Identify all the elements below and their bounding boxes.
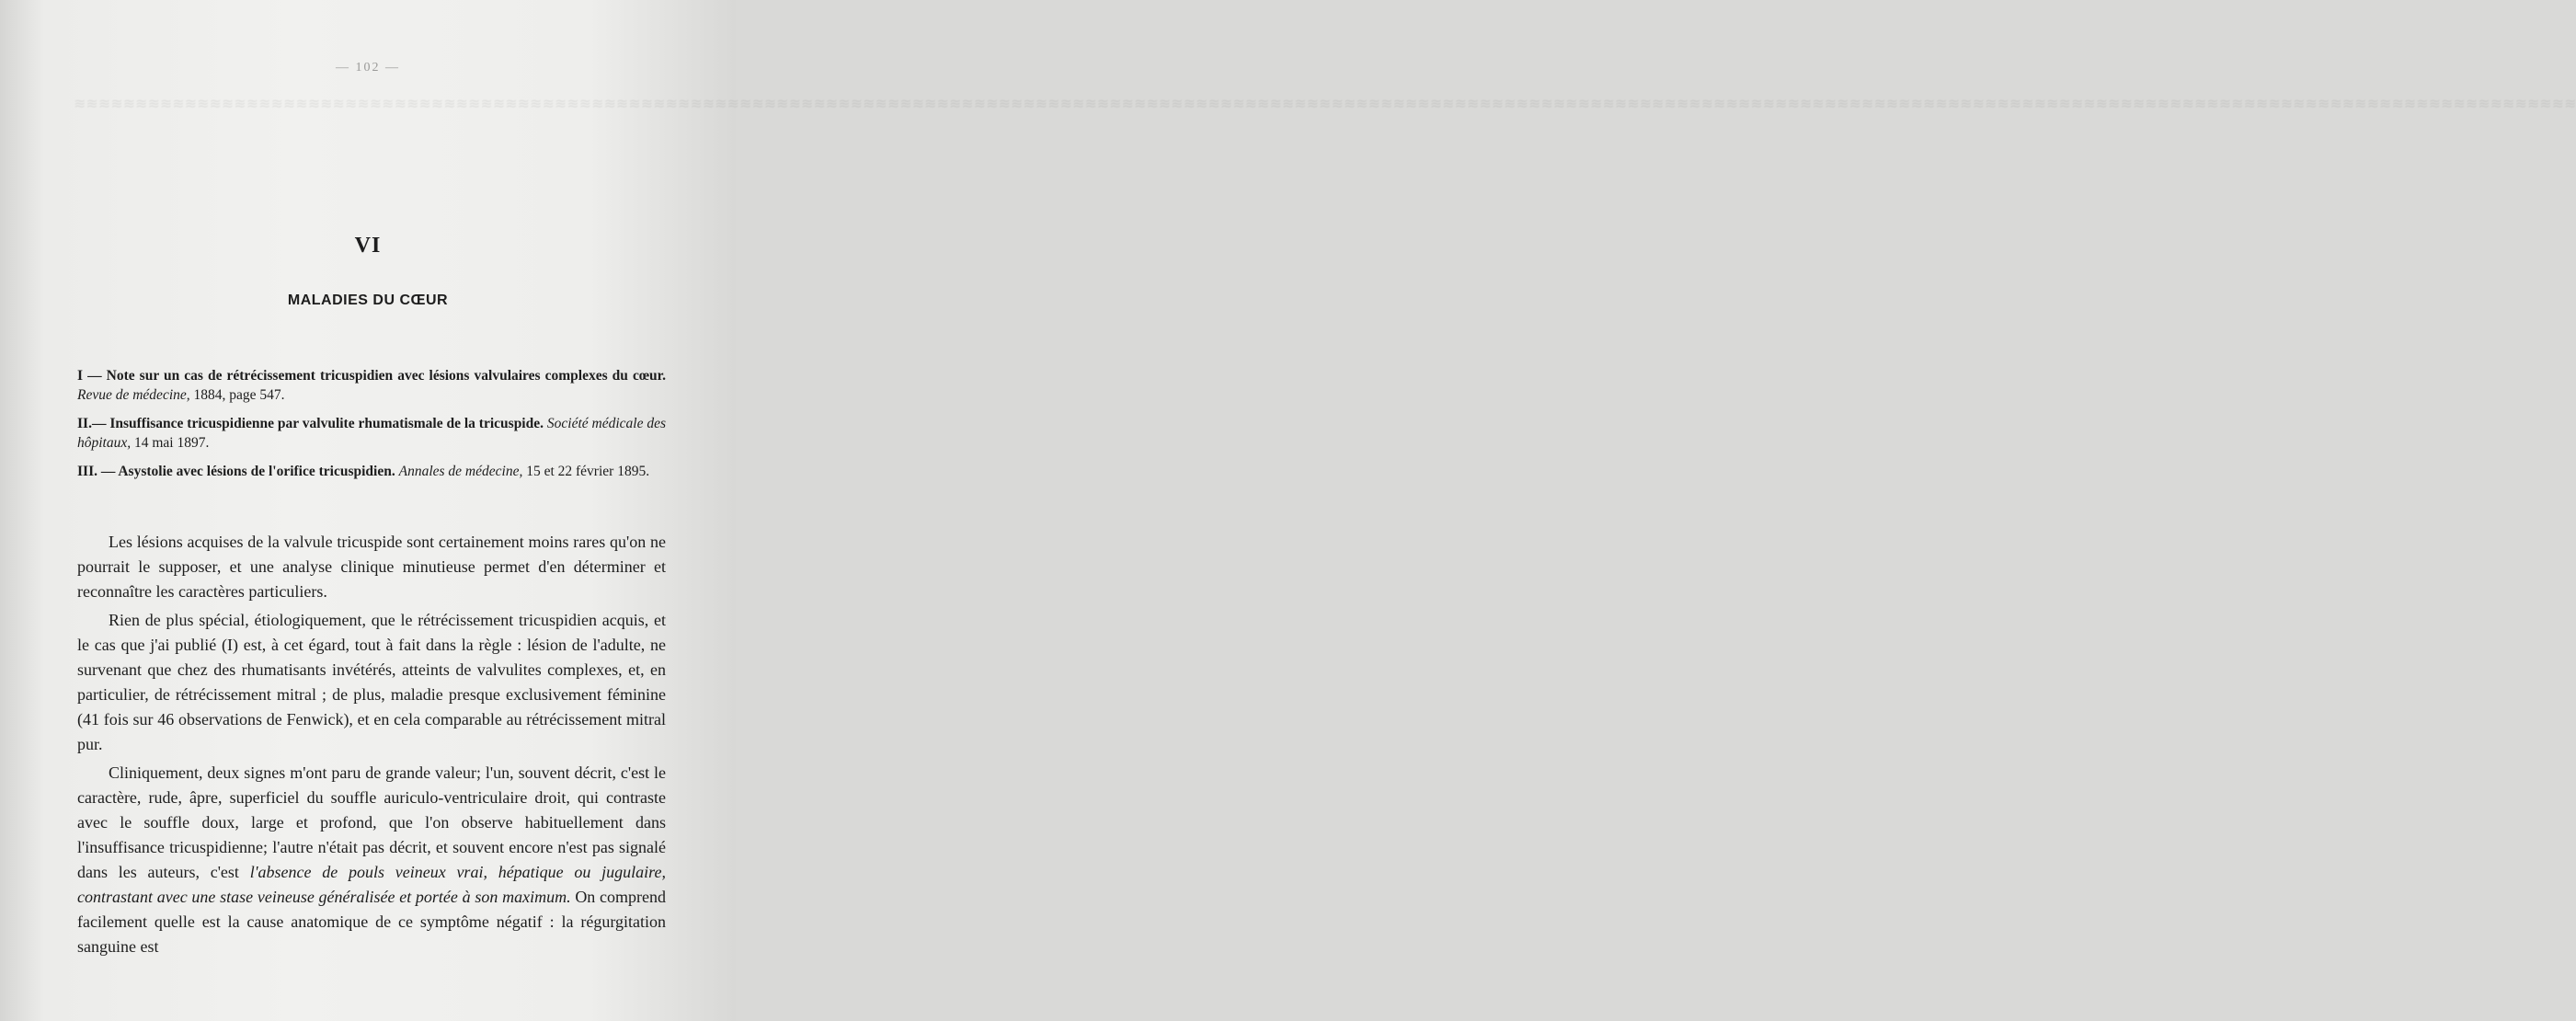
body-text xyxy=(77,530,666,959)
chapter-title: MALADIES DU CŒUR xyxy=(287,293,449,308)
reference-item xyxy=(77,366,666,405)
reference-title: I — Note sur un cas de rétrécissement tricuspidien avec lésions valvulaires complexes du cœur. xyxy=(77,368,666,384)
reference-date: 14 mai 1897. xyxy=(134,435,210,451)
show-through-texture: ≋≋≋≋≋≋≋≋≋≋≋≋≋≋≋≋≋≋≋≋≋≋≋≋≋≋≋≋≋≋≋≋≋≋≋≋≋≋≋≋≋≋≋≋≋≋≋≋≋≋≋≋≋≋≋≋≋≋≋≋≋≋≋≋≋≋≋≋≋≋≋≋≋≋≋≋≋≋≋≋≋≋≋≋≋≋≋≋≋≋≋≋≋≋≋≋≋≋≋≋≋≋≋≋≋≋≋≋≋≋≋≋≋≋≋≋≋≋≋≋≋≋≋≋≋≋≋≋≋≋≋≋≋≋≋≋≋≋≋≋≋≋≋≋≋≋≋≋≋≋≋≋≋≋≋≋≋≋≋≋≋≋≋≋≋≋≋≋≋≋≋≋≋≋≋≋≋≋≋≋≋≋≋≋≋≋≋≋≋≋≋≋≋≋≋≋≋≋≋≋≋≋≋ xyxy=(74,97,2576,112)
paragraph: Rien de plus spécial, étiologiquement, que le rétrécissement tricuspidien acquis, et le cas que j'ai publié (I) est, à cet égard, tout à fait dans la règle : lésion de l'adulte, ne survenant que chez des rhumatisants invétérés, atteints de valvulites complexes, et, en particulier, de rétrécissement mitral ; de plus, maladie presque exclusivement féminine (41 fois sur 46 observations de Fenwick), et en cela comparable au rétrécissement mitral pur. xyxy=(77,611,666,753)
paragraph: Les lésions acquises de la valvule tricuspide sont certainement moins rares qu'on ne pourrait le supposer, et une analyse clinique minutieuse permet d'en déterminer et reconnaître les caractères particuliers. xyxy=(77,533,666,601)
reference-source: Revue de médecine, xyxy=(77,387,190,403)
paragraph-emphasis: l'absence de pouls veineux vrai, hépatique ou jugulaire, contrastant avec une stase veineuse généralisée et portée à son maximum. xyxy=(77,863,666,906)
reference-title: III. — Asystolie avec lésions de l'orifice tricuspidien. xyxy=(77,464,395,479)
reference-title: II.— Insuffisance tricuspidienne par valvulite rhumatismale de la tricuspide. xyxy=(77,416,544,431)
reference-item xyxy=(77,414,666,453)
reference-date: 1884, page 547. xyxy=(193,387,285,403)
reference-source: Société médicale des hôpitaux, xyxy=(77,416,667,451)
reference-list xyxy=(77,366,666,490)
reference-source: Annales de médecine, xyxy=(398,464,523,479)
reference-date: 15 et 22 février 1895. xyxy=(526,464,650,479)
page-number: — 102 — xyxy=(336,61,400,75)
paragraph xyxy=(77,761,666,959)
paragraph-text: On comprend facilement quelle est la cause anatomique de ce symptôme négatif : la régurgitation sanguine est xyxy=(77,888,667,956)
reference-item xyxy=(77,462,666,481)
chapter-number: VI xyxy=(354,234,382,258)
paragraph-text: Cliniquement, deux signes m'ont paru de grande valeur; l'un, souvent décrit, c'est le caractère, rude, âpre, superficiel du souffle auriculo-ventriculaire droit, qui contraste avec le souffle doux, large et profond, que l'on observe habituellement dans l'insuffisance tricuspidienne; l'autre n'était pas décrit, et souvent encore n'est pas signalé dans les auteurs, c'est xyxy=(77,763,666,881)
